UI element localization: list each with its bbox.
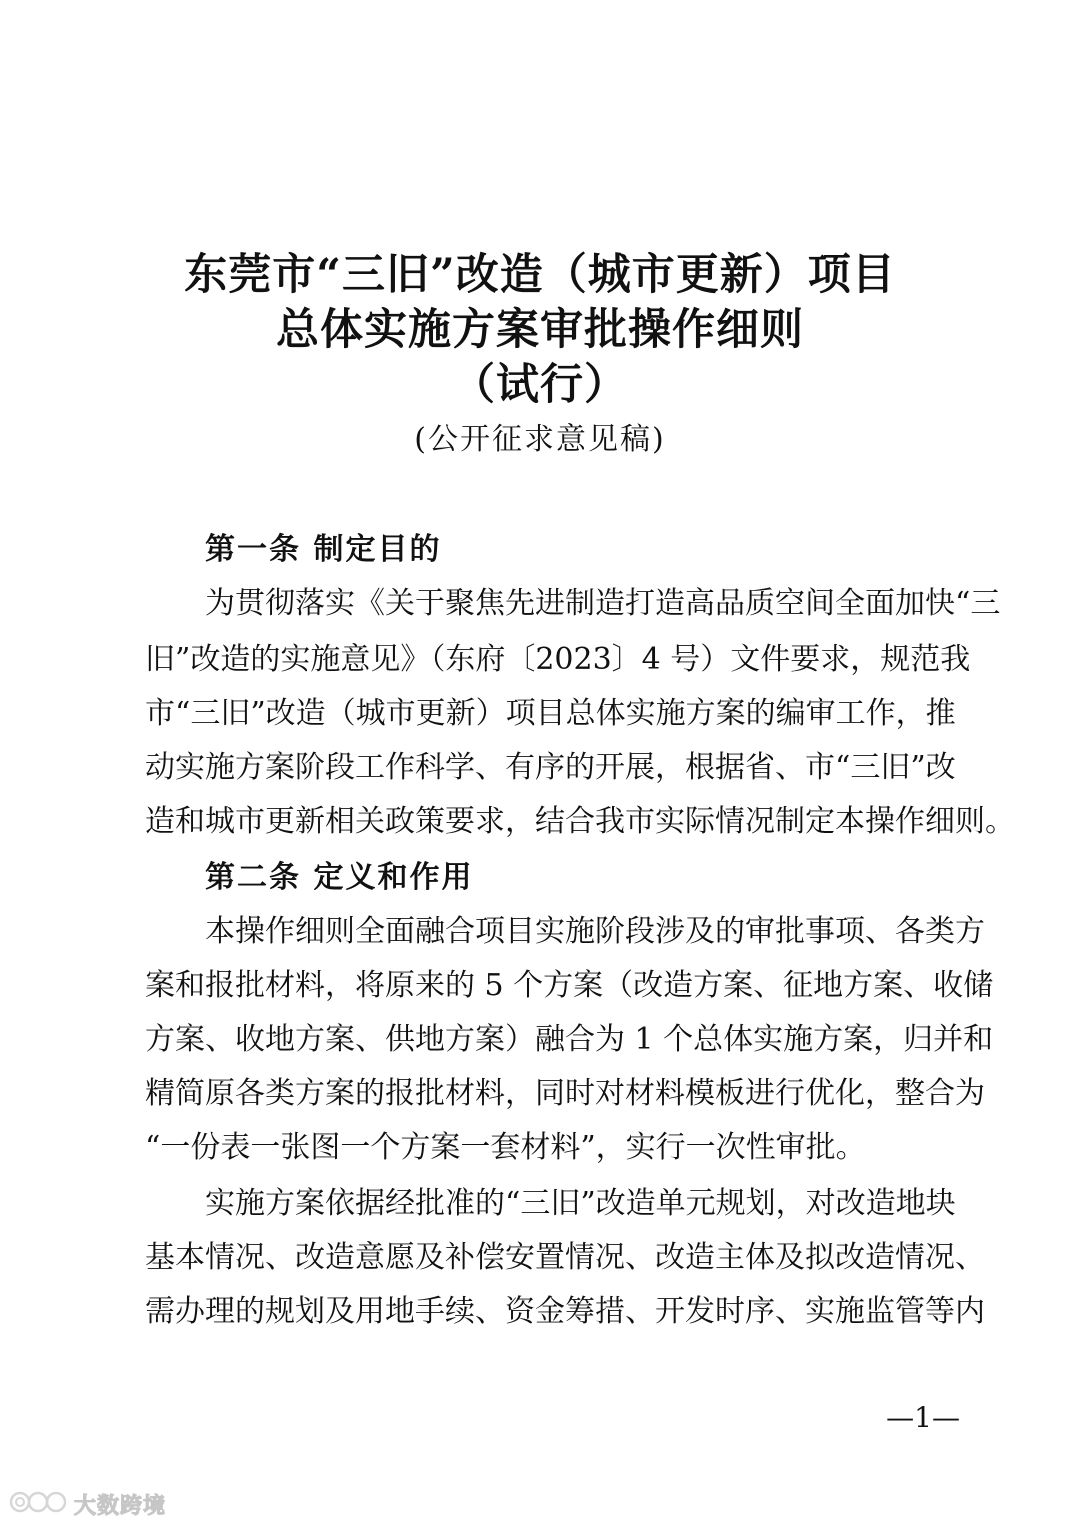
article-2-line: 本操作细则全面融合项目实施阶段涉及的审批事项、各类方 xyxy=(205,914,985,949)
article-2-line: “一份表一张图一个方案一套材料”，实行一次性审批。 xyxy=(145,1130,866,1165)
article-2-line: 实施方案依据经批准的“三旧”改造单元规划，对改造地块 xyxy=(205,1186,956,1221)
article-2-line: 需办理的规划及用地手续、资金筹措、开发时序、实施监管等内 xyxy=(145,1294,985,1329)
article-1-heading: 第一条 制定目的 xyxy=(205,532,442,567)
watermark xyxy=(8,1488,166,1520)
article-2-line: 方案、收地方案、供地方案）融合为 1 个总体实施方案，归并和 xyxy=(145,1022,994,1057)
article-1-line: 为贯彻落实《关于聚焦先进制造打造高品质空间全面加快“三 xyxy=(205,586,1001,621)
article-1-line: 旧”改造的实施意见》（东府〔2023〕4 号）文件要求，规范我 xyxy=(145,642,971,677)
document-title-line-3: （试行） xyxy=(452,360,628,410)
article-1-line: 动实施方案阶段工作科学、有序的开展，根据省、市“三旧”改 xyxy=(145,750,956,785)
article-2-line: 案和报批材料，将原来的 5 个方案（改造方案、征地方案、收储 xyxy=(145,968,994,1003)
article-2-line: 基本情况、改造意愿及补偿安置情况、改造主体及拟改造情况、 xyxy=(145,1240,985,1275)
document-title-line-2: 总体实施方案审批操作细则 xyxy=(276,305,804,355)
article-1-line: 市“三旧”改造（城市更新）项目总体实施方案的编审工作，推 xyxy=(145,696,956,731)
article-2-heading: 第二条 定义和作用 xyxy=(205,860,474,895)
article-1-line: 造和城市更新相关政策要求，结合我市实际情况制定本操作细则。 xyxy=(145,804,1015,839)
page-number: —1— xyxy=(886,1401,960,1434)
document-title-line-1: 东莞市“三旧”改造（城市更新）项目 xyxy=(184,250,896,300)
article-2-line: 精简原各类方案的报批材料，同时对材料模板进行优化，整合为 xyxy=(145,1076,985,1111)
watermark-text: 大数跨境 xyxy=(74,1493,167,1519)
document-subtitle: (公开征求意见稿) xyxy=(414,422,666,457)
watermark-logo-icon xyxy=(8,1487,68,1521)
